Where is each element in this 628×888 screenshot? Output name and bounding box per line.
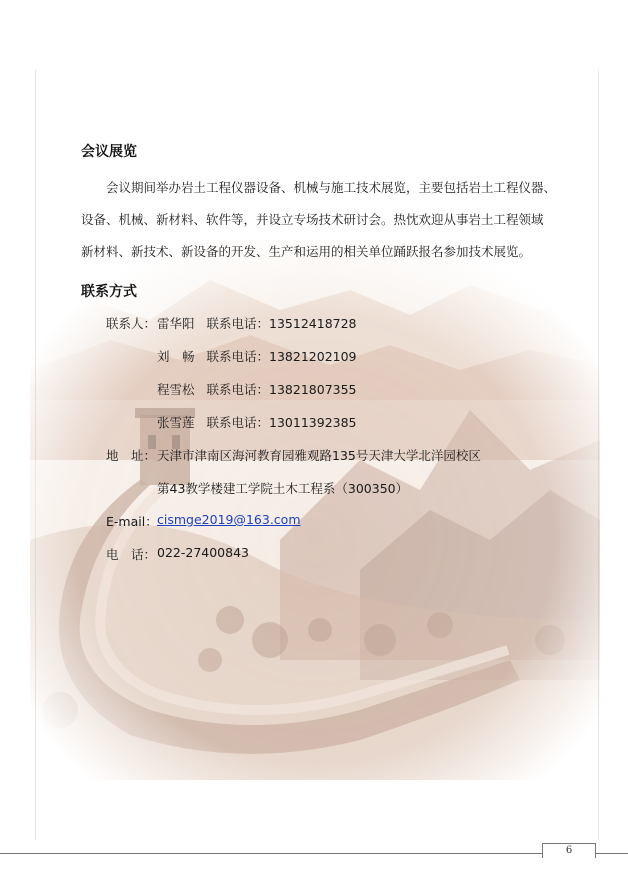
contact-heading: 联系方式 bbox=[81, 284, 137, 300]
contact-person-row bbox=[157, 380, 357, 398]
exhibition-heading: 会议展览 bbox=[81, 144, 137, 160]
phone-number: 13821807355 bbox=[269, 382, 357, 397]
telephone-number: 022-27400843 bbox=[157, 545, 249, 560]
contact-person-row bbox=[157, 314, 357, 332]
phone-label: 联系电话： bbox=[206, 382, 270, 397]
address-line: 第43教学楼建工学院土木工程系（300350） bbox=[157, 481, 409, 496]
address-label: 地 址： bbox=[106, 448, 157, 463]
phone-label: 联系电话： bbox=[206, 316, 270, 331]
email-link[interactable]: cismge2019@163.com bbox=[157, 512, 301, 527]
exhibition-paragraph-line: 会议期间举办岩土工程仪器设备、机械与施工技术展览，主要包括岩土工程仪器、 bbox=[106, 180, 557, 195]
contact-person-row bbox=[157, 347, 357, 365]
phone-label: 联系电话： bbox=[206, 415, 270, 430]
contact-person-row bbox=[157, 413, 357, 431]
contact-name: 程雪松 bbox=[157, 382, 195, 397]
phone-number: 13512418728 bbox=[269, 316, 357, 331]
address-line: 天津市津南区海河教育园雅观路135号天津大学北洋园校区 bbox=[157, 448, 481, 463]
telephone-label: 电 话： bbox=[106, 547, 157, 562]
exhibition-paragraph-line: 设备、机械、新材料、软件等，并设立专场技术研讨会。热忱欢迎从事岩土工程领域 bbox=[81, 212, 544, 227]
email-row bbox=[157, 512, 301, 527]
contact-name: 雷华阳 bbox=[157, 316, 195, 331]
phone-number: 13011392385 bbox=[269, 415, 357, 430]
contact-name: 张雪莲 bbox=[157, 415, 195, 430]
phone-number: 13821202109 bbox=[269, 349, 357, 364]
phone-label: 联系电话： bbox=[206, 349, 270, 364]
email-label: E-mail： bbox=[106, 514, 158, 529]
footer-rule bbox=[0, 853, 628, 854]
contact-name: 刘 畅 bbox=[157, 349, 195, 364]
page-number: 6 bbox=[542, 843, 596, 858]
contact-person-label: 联系人： bbox=[106, 316, 157, 331]
exhibition-paragraph-line: 新材料、新技术、新设备的开发、生产和运用的相关单位踊跃报名参加技术展览。 bbox=[81, 244, 532, 259]
